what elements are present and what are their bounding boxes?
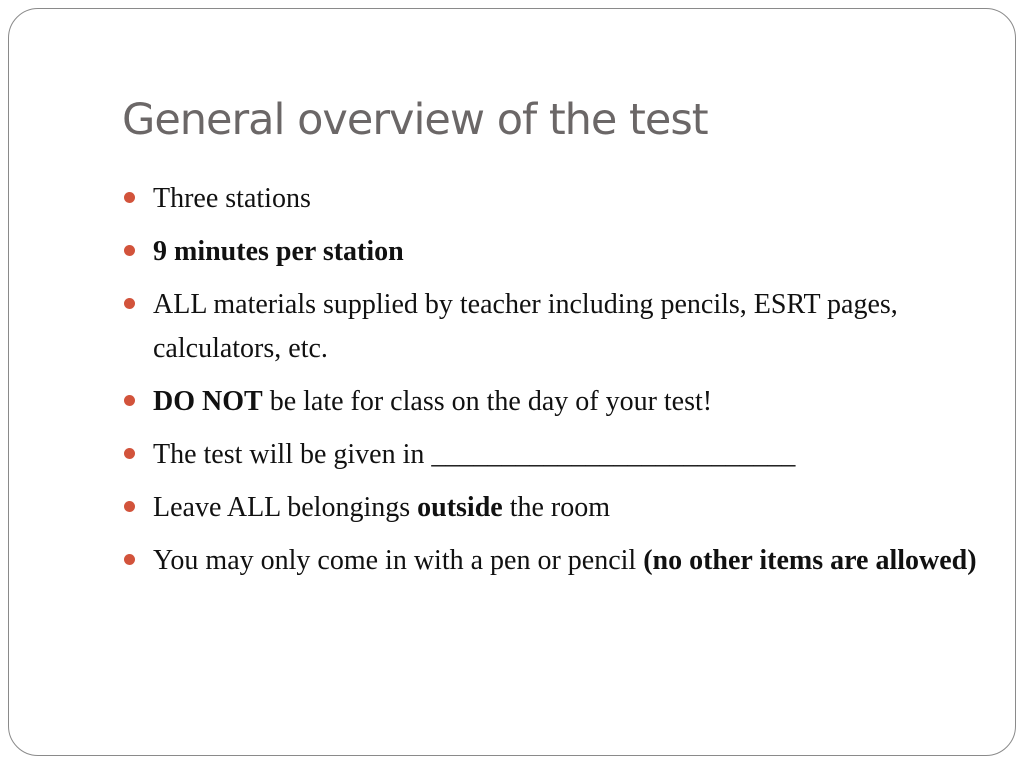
bullet-dot-icon <box>124 448 135 459</box>
bullet-text: You may only come in with a pen or pencil <box>153 545 644 576</box>
bullet-list <box>122 177 982 592</box>
bullet-dot-icon <box>124 395 135 406</box>
bullet-text: the room <box>502 492 611 523</box>
bullet-dot-icon <box>124 298 135 309</box>
bullet-leave-belongings <box>122 486 982 530</box>
bullet-test-location <box>122 433 982 477</box>
bullet-text-bold: DO NOT <box>153 386 263 417</box>
bullet-text-bold: (no other items are allowed) <box>643 545 977 576</box>
bullet-text: ALL materials supplied by teacher including pencils, ESRT pages, calculators, etc. <box>153 289 898 364</box>
bullet-text: be late for class on the day of your test! <box>262 386 713 417</box>
bullet-dot-icon <box>124 501 135 512</box>
bullet-do-not-be-late <box>122 380 982 424</box>
bullet-dot-icon <box>124 192 135 203</box>
bullet-dot-icon <box>124 554 135 565</box>
bullet-dot-icon <box>124 245 135 256</box>
slide-title: General overview of the test <box>122 95 708 145</box>
slide-frame <box>8 8 1016 756</box>
bullet-text-bold: outside <box>417 492 503 523</box>
bullet-text: The test will be given in __________________________ <box>153 439 796 470</box>
bullet-three-stations <box>122 177 982 221</box>
bullet-text-bold: 9 minutes per station <box>153 236 404 267</box>
bullet-materials-supplied <box>122 283 982 371</box>
bullet-pen-or-pencil <box>122 539 982 583</box>
bullet-minutes-per-station <box>122 230 982 274</box>
bullet-text: Leave ALL belongings <box>153 492 418 523</box>
bullet-text: Three stations <box>153 183 311 214</box>
